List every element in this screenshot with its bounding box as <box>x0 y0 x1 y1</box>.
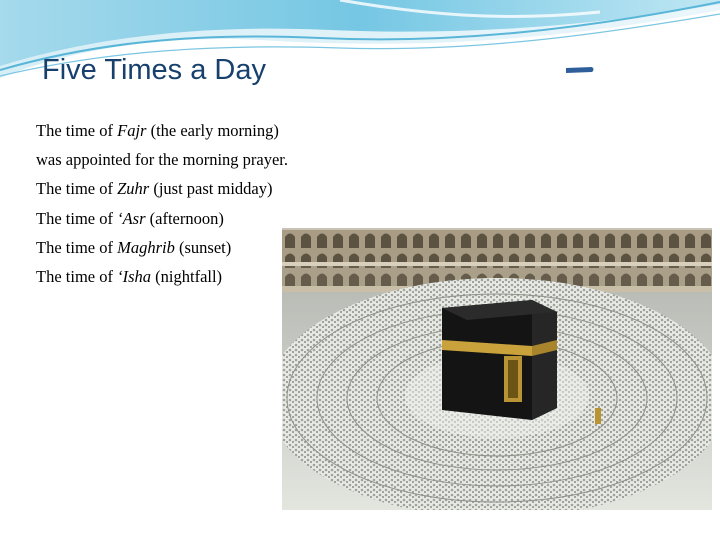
text-line-morning <box>36 145 288 174</box>
line-prefix: The time of <box>36 267 118 287</box>
prayer-times-text <box>36 116 288 291</box>
line-suffix: (nightfall) <box>151 267 223 287</box>
prayer-name-isha: ‘Isha <box>117 267 152 287</box>
line-suffix: (sunset) <box>174 237 232 257</box>
line-prefix: The time of <box>36 237 118 257</box>
slide-title: Five Times a Day <box>42 54 266 86</box>
prayer-name-maghrib: Maghrib <box>117 237 175 257</box>
text-line-zuhr <box>36 174 288 203</box>
line-suffix: (just past midday) <box>149 179 273 199</box>
text-line-fajr <box>36 116 288 145</box>
text-line-asr <box>36 204 288 233</box>
text-line-isha <box>36 262 288 291</box>
line-suffix: (afternoon) <box>145 208 224 228</box>
line-prefix: The time of <box>36 121 118 140</box>
kaaba-photo <box>282 228 712 510</box>
line-text: was appointed for the morning prayer. <box>36 150 289 170</box>
line-suffix: (the early morning) <box>146 121 279 140</box>
line-prefix: The time of <box>36 208 118 228</box>
prayer-name-fajr: Fajr <box>117 121 147 140</box>
line-prefix: The time of <box>36 179 118 199</box>
blue-dash-decoration <box>565 66 595 74</box>
prayer-name-asr: ‘Asr <box>117 208 146 228</box>
prayer-name-zuhr: Zuhr <box>117 179 150 199</box>
text-line-maghrib <box>36 233 288 262</box>
